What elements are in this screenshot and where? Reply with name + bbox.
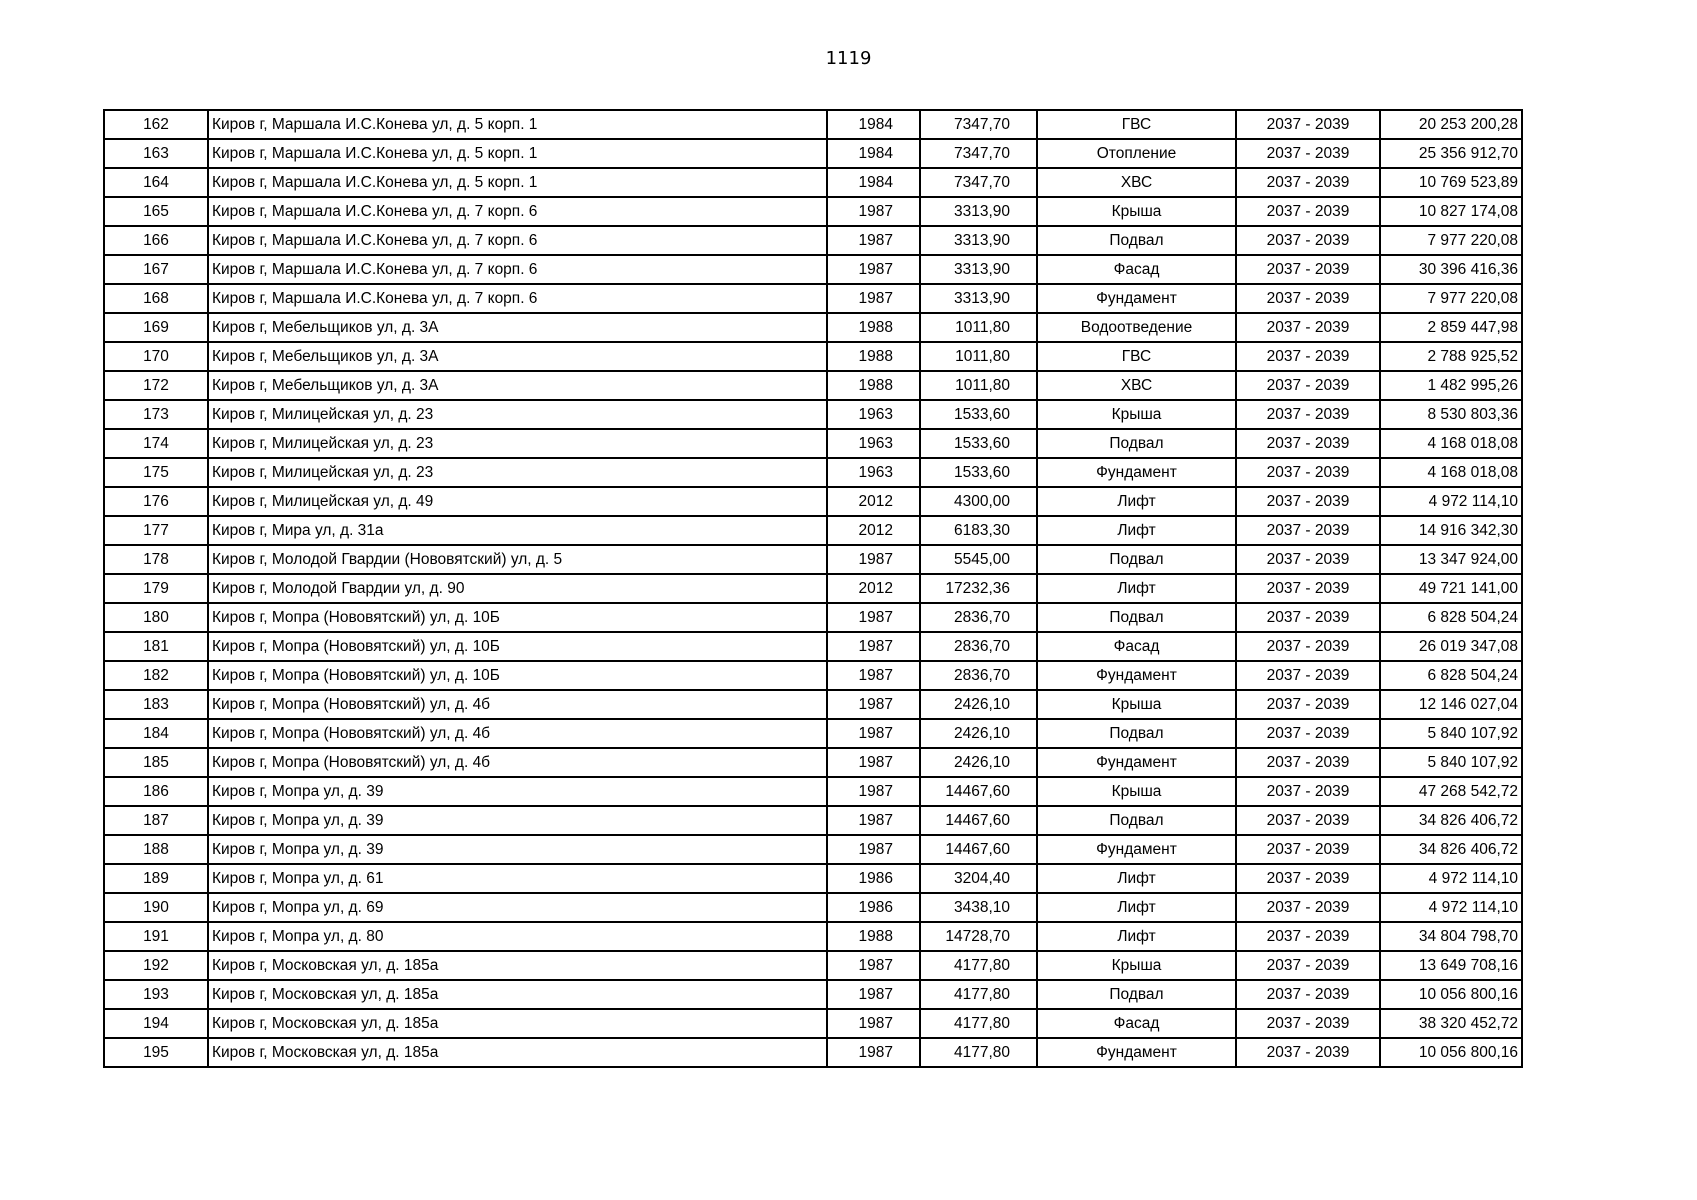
cost-cell: 38 320 452,72 (1380, 1009, 1522, 1038)
build-year-cell: 1987 (827, 545, 920, 574)
work-type-cell: Подвал (1037, 226, 1236, 255)
address-cell: Киров г, Мопра ул, д. 61 (208, 864, 827, 893)
address-cell: Киров г, Мира ул, д. 31а (208, 516, 827, 545)
cost-cell: 10 056 800,16 (1380, 1038, 1522, 1067)
row-number-cell: 165 (104, 197, 208, 226)
build-year-cell: 1963 (827, 429, 920, 458)
cost-cell: 20 253 200,28 (1380, 110, 1522, 139)
area-cell: 3313,90 (920, 284, 1037, 313)
work-type-cell: ГВС (1037, 342, 1236, 371)
build-year-cell: 2012 (827, 487, 920, 516)
address-cell: Киров г, Милицейская ул, д. 23 (208, 458, 827, 487)
cost-cell: 4 168 018,08 (1380, 429, 1522, 458)
period-cell: 2037 - 2039 (1236, 574, 1380, 603)
cost-cell: 4 972 114,10 (1380, 487, 1522, 516)
area-cell: 1011,80 (920, 371, 1037, 400)
period-cell: 2037 - 2039 (1236, 835, 1380, 864)
table-row (104, 1009, 1522, 1038)
work-type-cell: Водоотведение (1037, 313, 1236, 342)
build-year-cell: 1987 (827, 603, 920, 632)
address-cell: Киров г, Мебельщиков ул, д. 3А (208, 313, 827, 342)
cost-cell: 26 019 347,08 (1380, 632, 1522, 661)
work-type-cell: Лифт (1037, 574, 1236, 603)
table-row (104, 226, 1522, 255)
row-number-cell: 166 (104, 226, 208, 255)
cost-cell: 34 826 406,72 (1380, 835, 1522, 864)
address-cell: Киров г, Мопра (Нововятский) ул, д. 10Б (208, 632, 827, 661)
work-type-cell: Фундамент (1037, 458, 1236, 487)
work-type-cell: Лифт (1037, 893, 1236, 922)
work-type-cell: ХВС (1037, 168, 1236, 197)
period-cell: 2037 - 2039 (1236, 429, 1380, 458)
period-cell: 2037 - 2039 (1236, 458, 1380, 487)
table-row (104, 1038, 1522, 1067)
table-row (104, 574, 1522, 603)
row-number-cell: 179 (104, 574, 208, 603)
period-cell: 2037 - 2039 (1236, 1038, 1380, 1067)
table-row (104, 864, 1522, 893)
table-body (104, 110, 1522, 1067)
area-cell: 1011,80 (920, 342, 1037, 371)
address-cell: Киров г, Маршала И.С.Конева ул, д. 7 корп. 6 (208, 197, 827, 226)
address-cell: Киров г, Мопра ул, д. 39 (208, 835, 827, 864)
address-cell: Киров г, Маршала И.С.Конева ул, д. 7 корп. 6 (208, 226, 827, 255)
table-row (104, 110, 1522, 139)
work-type-cell: Подвал (1037, 545, 1236, 574)
work-type-cell: Крыша (1037, 197, 1236, 226)
row-number-cell: 174 (104, 429, 208, 458)
period-cell: 2037 - 2039 (1236, 748, 1380, 777)
area-cell: 4300,00 (920, 487, 1037, 516)
table-row (104, 516, 1522, 545)
address-cell: Киров г, Маршала И.С.Конева ул, д. 7 корп. 6 (208, 284, 827, 313)
address-cell: Киров г, Мопра ул, д. 39 (208, 806, 827, 835)
table-row (104, 835, 1522, 864)
row-number-cell: 169 (104, 313, 208, 342)
table-row (104, 661, 1522, 690)
work-type-cell: ГВС (1037, 110, 1236, 139)
address-cell: Киров г, Мебельщиков ул, д. 3А (208, 342, 827, 371)
area-cell: 14467,60 (920, 835, 1037, 864)
table-row (104, 487, 1522, 516)
work-type-cell: Крыша (1037, 777, 1236, 806)
work-type-cell: Лифт (1037, 922, 1236, 951)
build-year-cell: 1987 (827, 1038, 920, 1067)
cost-cell: 34 804 798,70 (1380, 922, 1522, 951)
build-year-cell: 1987 (827, 632, 920, 661)
build-year-cell: 1963 (827, 458, 920, 487)
table-row (104, 284, 1522, 313)
address-cell: Киров г, Мопра (Нововятский) ул, д. 4б (208, 748, 827, 777)
cost-cell: 47 268 542,72 (1380, 777, 1522, 806)
work-type-cell: Фундамент (1037, 284, 1236, 313)
build-year-cell: 1984 (827, 168, 920, 197)
row-number-cell: 180 (104, 603, 208, 632)
row-number-cell: 186 (104, 777, 208, 806)
table-row (104, 719, 1522, 748)
cost-cell: 30 396 416,36 (1380, 255, 1522, 284)
row-number-cell: 177 (104, 516, 208, 545)
address-cell: Киров г, Мопра ул, д. 39 (208, 777, 827, 806)
work-type-cell: Фундамент (1037, 661, 1236, 690)
area-cell: 7347,70 (920, 110, 1037, 139)
area-cell: 3204,40 (920, 864, 1037, 893)
table-row (104, 922, 1522, 951)
work-type-cell: ХВС (1037, 371, 1236, 400)
period-cell: 2037 - 2039 (1236, 342, 1380, 371)
row-number-cell: 195 (104, 1038, 208, 1067)
work-type-cell: Фундамент (1037, 835, 1236, 864)
address-cell: Киров г, Мопра (Нововятский) ул, д. 10Б (208, 603, 827, 632)
area-cell: 2426,10 (920, 690, 1037, 719)
cost-cell: 7 977 220,08 (1380, 226, 1522, 255)
repair-schedule-table (103, 109, 1523, 1068)
period-cell: 2037 - 2039 (1236, 545, 1380, 574)
period-cell: 2037 - 2039 (1236, 864, 1380, 893)
period-cell: 2037 - 2039 (1236, 980, 1380, 1009)
cost-cell: 14 916 342,30 (1380, 516, 1522, 545)
build-year-cell: 2012 (827, 516, 920, 545)
work-type-cell: Фундамент (1037, 748, 1236, 777)
address-cell: Киров г, Милицейская ул, д. 23 (208, 429, 827, 458)
address-cell: Киров г, Молодой Гвардии (Нововятский) ул, д. 5 (208, 545, 827, 574)
row-number-cell: 191 (104, 922, 208, 951)
period-cell: 2037 - 2039 (1236, 516, 1380, 545)
period-cell: 2037 - 2039 (1236, 632, 1380, 661)
period-cell: 2037 - 2039 (1236, 197, 1380, 226)
table-row (104, 632, 1522, 661)
row-number-cell: 163 (104, 139, 208, 168)
period-cell: 2037 - 2039 (1236, 168, 1380, 197)
build-year-cell: 1987 (827, 661, 920, 690)
row-number-cell: 170 (104, 342, 208, 371)
cost-cell: 5 840 107,92 (1380, 748, 1522, 777)
table-row (104, 980, 1522, 1009)
row-number-cell: 192 (104, 951, 208, 980)
address-cell: Киров г, Мопра ул, д. 80 (208, 922, 827, 951)
period-cell: 2037 - 2039 (1236, 313, 1380, 342)
cost-cell: 1 482 995,26 (1380, 371, 1522, 400)
cost-cell: 2 859 447,98 (1380, 313, 1522, 342)
table-row (104, 400, 1522, 429)
area-cell: 17232,36 (920, 574, 1037, 603)
area-cell: 4177,80 (920, 1009, 1037, 1038)
table-row (104, 806, 1522, 835)
row-number-cell: 184 (104, 719, 208, 748)
area-cell: 14728,70 (920, 922, 1037, 951)
address-cell: Киров г, Мопра (Нововятский) ул, д. 4б (208, 690, 827, 719)
area-cell: 2836,70 (920, 632, 1037, 661)
row-number-cell: 168 (104, 284, 208, 313)
cost-cell: 6 828 504,24 (1380, 603, 1522, 632)
row-number-cell: 183 (104, 690, 208, 719)
period-cell: 2037 - 2039 (1236, 603, 1380, 632)
work-type-cell: Фундамент (1037, 1038, 1236, 1067)
build-year-cell: 1986 (827, 864, 920, 893)
period-cell: 2037 - 2039 (1236, 487, 1380, 516)
address-cell: Киров г, Московская ул, д. 185а (208, 951, 827, 980)
period-cell: 2037 - 2039 (1236, 893, 1380, 922)
cost-cell: 4 972 114,10 (1380, 893, 1522, 922)
row-number-cell: 189 (104, 864, 208, 893)
address-cell: Киров г, Маршала И.С.Конева ул, д. 5 корп. 1 (208, 139, 827, 168)
area-cell: 3313,90 (920, 197, 1037, 226)
work-type-cell: Лифт (1037, 516, 1236, 545)
period-cell: 2037 - 2039 (1236, 922, 1380, 951)
cost-cell: 13 347 924,00 (1380, 545, 1522, 574)
period-cell: 2037 - 2039 (1236, 777, 1380, 806)
area-cell: 14467,60 (920, 777, 1037, 806)
build-year-cell: 1987 (827, 748, 920, 777)
row-number-cell: 190 (104, 893, 208, 922)
work-type-cell: Фасад (1037, 1009, 1236, 1038)
work-type-cell: Подвал (1037, 980, 1236, 1009)
build-year-cell: 2012 (827, 574, 920, 603)
address-cell: Киров г, Маршала И.С.Конева ул, д. 5 корп. 1 (208, 110, 827, 139)
build-year-cell: 1963 (827, 400, 920, 429)
table-row (104, 545, 1522, 574)
area-cell: 2426,10 (920, 748, 1037, 777)
area-cell: 3438,10 (920, 893, 1037, 922)
work-type-cell: Подвал (1037, 603, 1236, 632)
address-cell: Киров г, Милицейская ул, д. 49 (208, 487, 827, 516)
area-cell: 7347,70 (920, 139, 1037, 168)
cost-cell: 5 840 107,92 (1380, 719, 1522, 748)
row-number-cell: 188 (104, 835, 208, 864)
table-row (104, 458, 1522, 487)
address-cell: Киров г, Мопра (Нововятский) ул, д. 4б (208, 719, 827, 748)
area-cell: 1533,60 (920, 458, 1037, 487)
area-cell: 3313,90 (920, 226, 1037, 255)
row-number-cell: 193 (104, 980, 208, 1009)
row-number-cell: 167 (104, 255, 208, 284)
area-cell: 1533,60 (920, 400, 1037, 429)
page-number: 1119 (825, 48, 872, 69)
period-cell: 2037 - 2039 (1236, 1009, 1380, 1038)
area-cell: 5545,00 (920, 545, 1037, 574)
cost-cell: 10 827 174,08 (1380, 197, 1522, 226)
work-type-cell: Фасад (1037, 632, 1236, 661)
period-cell: 2037 - 2039 (1236, 284, 1380, 313)
build-year-cell: 1987 (827, 690, 920, 719)
build-year-cell: 1987 (827, 806, 920, 835)
address-cell: Киров г, Молодой Гвардии ул, д. 90 (208, 574, 827, 603)
build-year-cell: 1987 (827, 1009, 920, 1038)
build-year-cell: 1987 (827, 284, 920, 313)
address-cell: Киров г, Мебельщиков ул, д. 3А (208, 371, 827, 400)
area-cell: 1011,80 (920, 313, 1037, 342)
row-number-cell: 175 (104, 458, 208, 487)
address-cell: Киров г, Московская ул, д. 185а (208, 980, 827, 1009)
build-year-cell: 1987 (827, 255, 920, 284)
cost-cell: 4 972 114,10 (1380, 864, 1522, 893)
address-cell: Киров г, Московская ул, д. 185а (208, 1038, 827, 1067)
area-cell: 7347,70 (920, 168, 1037, 197)
build-year-cell: 1987 (827, 835, 920, 864)
cost-cell: 12 146 027,04 (1380, 690, 1522, 719)
table-row (104, 893, 1522, 922)
cost-cell: 4 168 018,08 (1380, 458, 1522, 487)
area-cell: 1533,60 (920, 429, 1037, 458)
build-year-cell: 1987 (827, 719, 920, 748)
period-cell: 2037 - 2039 (1236, 110, 1380, 139)
area-cell: 4177,80 (920, 951, 1037, 980)
table-row (104, 777, 1522, 806)
area-cell: 2836,70 (920, 661, 1037, 690)
cost-cell: 13 649 708,16 (1380, 951, 1522, 980)
table-row (104, 168, 1522, 197)
area-cell: 2836,70 (920, 603, 1037, 632)
table-row (104, 255, 1522, 284)
period-cell: 2037 - 2039 (1236, 226, 1380, 255)
period-cell: 2037 - 2039 (1236, 951, 1380, 980)
cost-cell: 49 721 141,00 (1380, 574, 1522, 603)
table-row (104, 603, 1522, 632)
row-number-cell: 185 (104, 748, 208, 777)
period-cell: 2037 - 2039 (1236, 371, 1380, 400)
area-cell: 4177,80 (920, 980, 1037, 1009)
cost-cell: 2 788 925,52 (1380, 342, 1522, 371)
period-cell: 2037 - 2039 (1236, 400, 1380, 429)
cost-cell: 6 828 504,24 (1380, 661, 1522, 690)
period-cell: 2037 - 2039 (1236, 690, 1380, 719)
build-year-cell: 1988 (827, 342, 920, 371)
cost-cell: 7 977 220,08 (1380, 284, 1522, 313)
address-cell: Киров г, Московская ул, д. 185а (208, 1009, 827, 1038)
area-cell: 4177,80 (920, 1038, 1037, 1067)
cost-cell: 8 530 803,36 (1380, 400, 1522, 429)
build-year-cell: 1987 (827, 226, 920, 255)
address-cell: Киров г, Маршала И.С.Конева ул, д. 5 корп. 1 (208, 168, 827, 197)
work-type-cell: Крыша (1037, 690, 1236, 719)
period-cell: 2037 - 2039 (1236, 255, 1380, 284)
area-cell: 6183,30 (920, 516, 1037, 545)
row-number-cell: 181 (104, 632, 208, 661)
work-type-cell: Лифт (1037, 864, 1236, 893)
work-type-cell: Отопление (1037, 139, 1236, 168)
row-number-cell: 187 (104, 806, 208, 835)
address-cell: Киров г, Милицейская ул, д. 23 (208, 400, 827, 429)
work-type-cell: Подвал (1037, 806, 1236, 835)
row-number-cell: 182 (104, 661, 208, 690)
build-year-cell: 1987 (827, 980, 920, 1009)
period-cell: 2037 - 2039 (1236, 806, 1380, 835)
build-year-cell: 1988 (827, 922, 920, 951)
row-number-cell: 164 (104, 168, 208, 197)
area-cell: 14467,60 (920, 806, 1037, 835)
work-type-cell: Крыша (1037, 400, 1236, 429)
period-cell: 2037 - 2039 (1236, 139, 1380, 168)
build-year-cell: 1988 (827, 313, 920, 342)
work-type-cell: Лифт (1037, 487, 1236, 516)
cost-cell: 10 056 800,16 (1380, 980, 1522, 1009)
build-year-cell: 1988 (827, 371, 920, 400)
cost-cell: 34 826 406,72 (1380, 806, 1522, 835)
build-year-cell: 1984 (827, 139, 920, 168)
work-type-cell: Подвал (1037, 719, 1236, 748)
row-number-cell: 178 (104, 545, 208, 574)
table-row (104, 748, 1522, 777)
work-type-cell: Крыша (1037, 951, 1236, 980)
table-row (104, 690, 1522, 719)
row-number-cell: 176 (104, 487, 208, 516)
work-type-cell: Фасад (1037, 255, 1236, 284)
address-cell: Киров г, Маршала И.С.Конева ул, д. 7 корп. 6 (208, 255, 827, 284)
row-number-cell: 173 (104, 400, 208, 429)
area-cell: 2426,10 (920, 719, 1037, 748)
table-row (104, 429, 1522, 458)
table-row (104, 313, 1522, 342)
table-row (104, 139, 1522, 168)
period-cell: 2037 - 2039 (1236, 661, 1380, 690)
table-row (104, 197, 1522, 226)
build-year-cell: 1986 (827, 893, 920, 922)
cost-cell: 25 356 912,70 (1380, 139, 1522, 168)
period-cell: 2037 - 2039 (1236, 719, 1380, 748)
area-cell: 3313,90 (920, 255, 1037, 284)
table-row (104, 951, 1522, 980)
table-row (104, 342, 1522, 371)
address-cell: Киров г, Мопра (Нововятский) ул, д. 10Б (208, 661, 827, 690)
build-year-cell: 1987 (827, 777, 920, 806)
row-number-cell: 194 (104, 1009, 208, 1038)
cost-cell: 10 769 523,89 (1380, 168, 1522, 197)
address-cell: Киров г, Мопра ул, д. 69 (208, 893, 827, 922)
table-row (104, 371, 1522, 400)
row-number-cell: 162 (104, 110, 208, 139)
work-type-cell: Подвал (1037, 429, 1236, 458)
build-year-cell: 1987 (827, 951, 920, 980)
build-year-cell: 1984 (827, 110, 920, 139)
row-number-cell: 172 (104, 371, 208, 400)
build-year-cell: 1987 (827, 197, 920, 226)
